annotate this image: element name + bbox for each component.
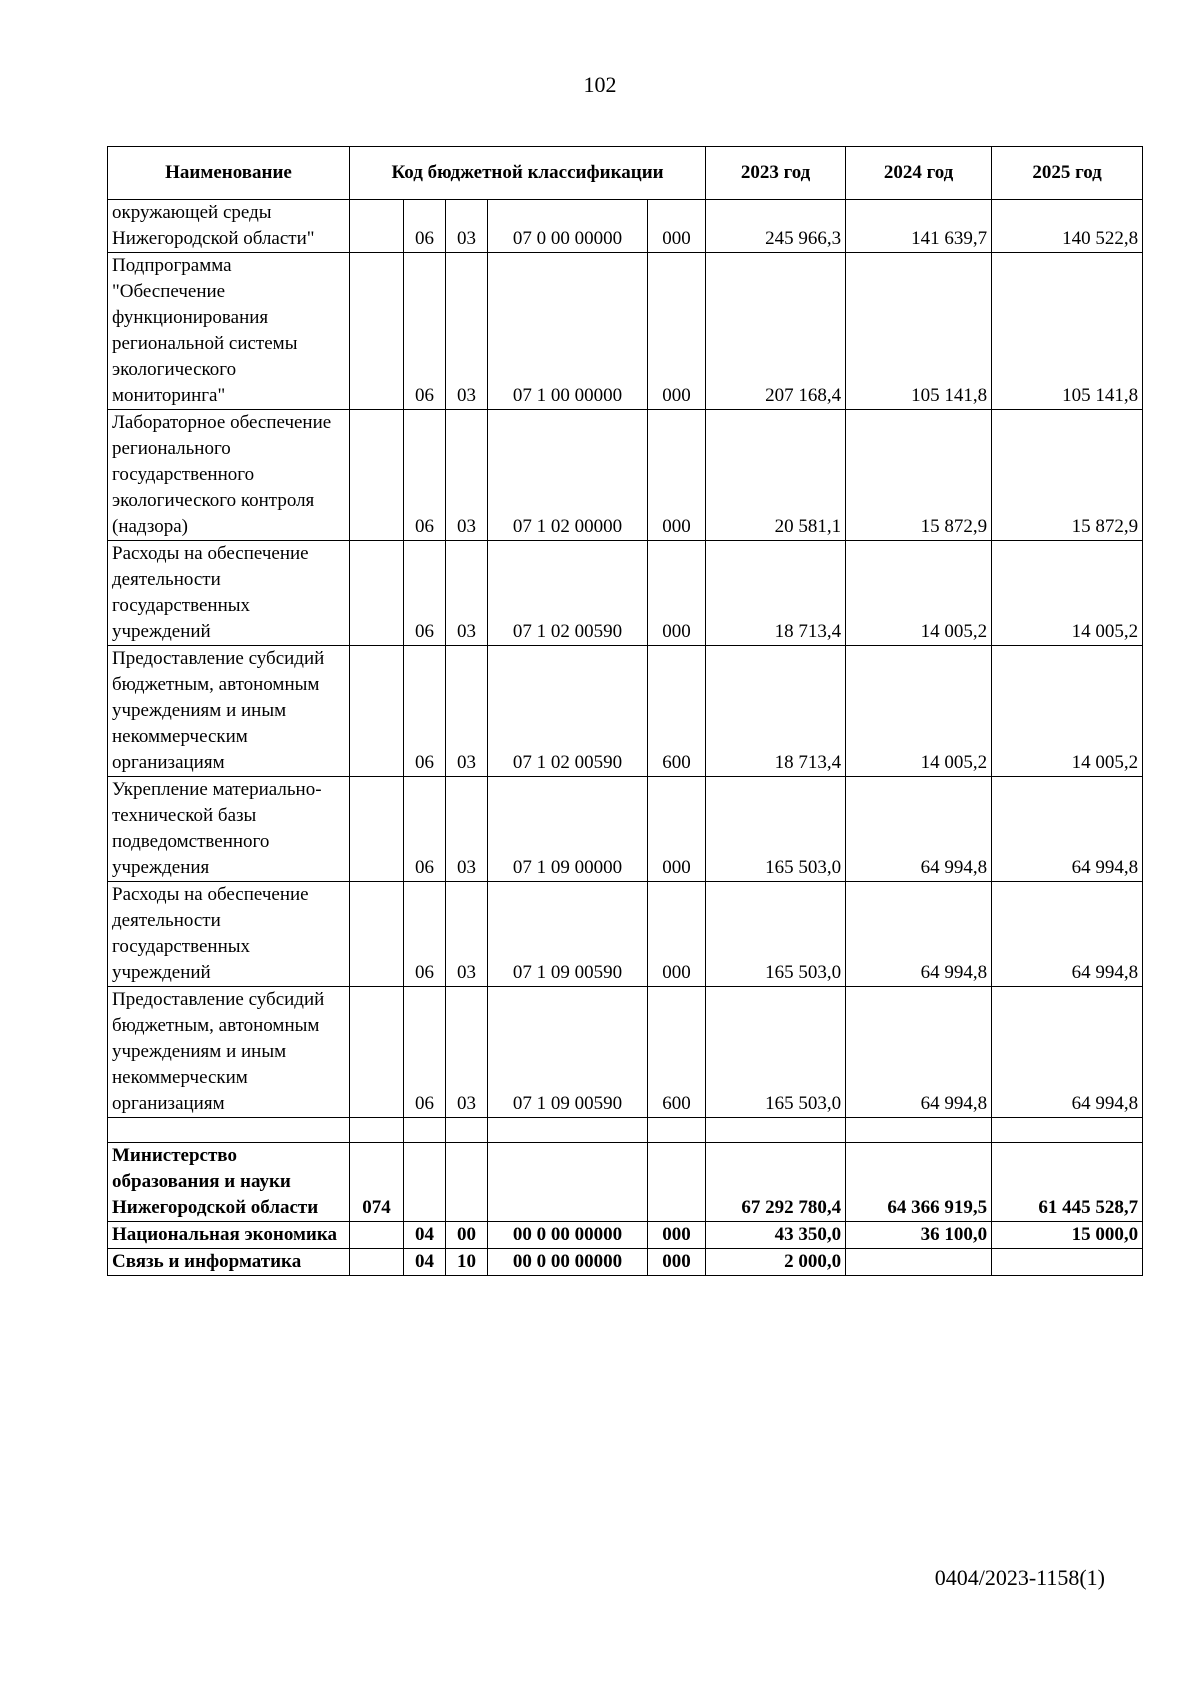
row-vr: 600 xyxy=(648,646,706,777)
row-2025: 105 141,8 xyxy=(992,253,1143,410)
row-2023: 20 581,1 xyxy=(706,410,846,541)
row-2024 xyxy=(846,1249,992,1276)
row-vr: 000 xyxy=(648,541,706,646)
row-ved xyxy=(350,1249,404,1276)
table-row xyxy=(108,253,1143,410)
row-vr: 000 xyxy=(648,1249,706,1276)
row-name: Связь и информатика xyxy=(108,1249,350,1276)
row-2024: 64 994,8 xyxy=(846,882,992,987)
row-ved xyxy=(350,646,404,777)
row-vr: 000 xyxy=(648,200,706,253)
row-ved xyxy=(350,882,404,987)
row-2023: 18 713,4 xyxy=(706,646,846,777)
row-2025: 14 005,2 xyxy=(992,646,1143,777)
page-number: 102 xyxy=(583,72,617,97)
row-2023: 165 503,0 xyxy=(706,882,846,987)
row-name: Министерство образования и науки Нижегородской области xyxy=(108,1143,350,1222)
row-name: Лабораторное обеспечение регионального государственного экологического контроля (надзора) xyxy=(108,410,350,541)
row-pr: 03 xyxy=(446,882,488,987)
table-row xyxy=(108,200,1143,253)
row-2025 xyxy=(992,1249,1143,1276)
row-2025: 64 994,8 xyxy=(992,777,1143,882)
row-2024: 36 100,0 xyxy=(846,1222,992,1249)
row-csr: 07 1 00 00000 xyxy=(488,253,648,410)
row-pr: 00 xyxy=(446,1222,488,1249)
row-pr: 10 xyxy=(446,1249,488,1276)
row-csr: 07 1 02 00590 xyxy=(488,646,648,777)
header-2023: 2023 год xyxy=(706,147,846,200)
table-row xyxy=(108,882,1143,987)
table-row xyxy=(108,410,1143,541)
row-name: Подпрограмма "Обеспечение функционирования региональной системы экологического мониторинга" xyxy=(108,253,350,410)
table-row xyxy=(108,987,1143,1118)
row-pr: 03 xyxy=(446,777,488,882)
row-rz: 06 xyxy=(404,410,446,541)
row-2024: 14 005,2 xyxy=(846,646,992,777)
row-2025: 61 445 528,7 xyxy=(992,1143,1143,1222)
header-2024: 2024 год xyxy=(846,147,992,200)
row-rz: 06 xyxy=(404,253,446,410)
row-csr xyxy=(488,1143,648,1222)
row-ved xyxy=(350,200,404,253)
row-rz: 06 xyxy=(404,541,446,646)
row-vr xyxy=(648,1143,706,1222)
row-2025: 64 994,8 xyxy=(992,987,1143,1118)
row-2025: 64 994,8 xyxy=(992,882,1143,987)
row-name: Предоставление субсидий бюджетным, автономным учреждениям и иным некоммерческим организациям xyxy=(108,646,350,777)
row-csr: 00 0 00 00000 xyxy=(488,1249,648,1276)
table-row xyxy=(108,541,1143,646)
row-ved xyxy=(350,253,404,410)
row-2023: 43 350,0 xyxy=(706,1222,846,1249)
row-2023: 165 503,0 xyxy=(706,777,846,882)
empty-row xyxy=(108,1118,1143,1143)
row-ved xyxy=(350,777,404,882)
row-name: Предоставление субсидий бюджетным, автономным учреждениям и иным некоммерческим организациям xyxy=(108,987,350,1118)
row-rz: 06 xyxy=(404,882,446,987)
budget-table xyxy=(107,146,1143,1276)
row-vr: 000 xyxy=(648,410,706,541)
row-2025: 15 872,9 xyxy=(992,410,1143,541)
row-name: Расходы на обеспечение деятельности государственных учреждений xyxy=(108,882,350,987)
row-pr: 03 xyxy=(446,410,488,541)
header-name: Наименование xyxy=(108,147,350,200)
row-rz: 06 xyxy=(404,646,446,777)
row-vr: 000 xyxy=(648,777,706,882)
row-pr: 03 xyxy=(446,200,488,253)
row-2024: 64 994,8 xyxy=(846,777,992,882)
row-2025: 140 522,8 xyxy=(992,200,1143,253)
row-vr: 000 xyxy=(648,1222,706,1249)
row-ved xyxy=(350,410,404,541)
row-pr: 03 xyxy=(446,541,488,646)
table-row-bold xyxy=(108,1249,1143,1276)
row-2024: 14 005,2 xyxy=(846,541,992,646)
row-csr: 07 1 02 00590 xyxy=(488,541,648,646)
row-2023: 67 292 780,4 xyxy=(706,1143,846,1222)
row-pr xyxy=(446,1143,488,1222)
row-rz: 06 xyxy=(404,777,446,882)
row-csr: 00 0 00 00000 xyxy=(488,1222,648,1249)
row-pr: 03 xyxy=(446,253,488,410)
row-ved xyxy=(350,541,404,646)
row-ved xyxy=(350,987,404,1118)
row-rz: 04 xyxy=(404,1222,446,1249)
row-name: Укрепление материально-технической базы подведомственного учреждения xyxy=(108,777,350,882)
row-rz: 06 xyxy=(404,200,446,253)
table-body xyxy=(108,200,1143,1276)
row-2023: 2 000,0 xyxy=(706,1249,846,1276)
row-csr: 07 1 02 00000 xyxy=(488,410,648,541)
table-row xyxy=(108,777,1143,882)
row-name: Расходы на обеспечение деятельности государственных учреждений xyxy=(108,541,350,646)
row-csr: 07 0 00 00000 xyxy=(488,200,648,253)
table-header-row xyxy=(108,147,1143,200)
table-row-bold xyxy=(108,1143,1143,1222)
row-csr: 07 1 09 00000 xyxy=(488,777,648,882)
document-id: 0404/2023-1158(1) xyxy=(934,1565,1105,1590)
row-2024: 64 366 919,5 xyxy=(846,1143,992,1222)
table-row xyxy=(108,646,1143,777)
row-ved xyxy=(350,1222,404,1249)
row-2023: 165 503,0 xyxy=(706,987,846,1118)
header-2025: 2025 год xyxy=(992,147,1143,200)
row-csr: 07 1 09 00590 xyxy=(488,882,648,987)
row-pr: 03 xyxy=(446,646,488,777)
row-name: окружающей среды Нижегородской области" xyxy=(108,200,350,253)
row-rz: 04 xyxy=(404,1249,446,1276)
row-2023: 207 168,4 xyxy=(706,253,846,410)
table-row-bold xyxy=(108,1222,1143,1249)
header-code: Код бюджетной классификации xyxy=(350,147,706,200)
row-rz: 06 xyxy=(404,987,446,1118)
row-csr: 07 1 09 00590 xyxy=(488,987,648,1118)
row-2025: 15 000,0 xyxy=(992,1222,1143,1249)
row-2024: 141 639,7 xyxy=(846,200,992,253)
row-2024: 64 994,8 xyxy=(846,987,992,1118)
row-2024: 105 141,8 xyxy=(846,253,992,410)
row-name: Национальная экономика xyxy=(108,1222,350,1249)
row-vr: 000 xyxy=(648,882,706,987)
row-ved: 074 xyxy=(350,1143,404,1222)
row-2025: 14 005,2 xyxy=(992,541,1143,646)
row-vr: 000 xyxy=(648,253,706,410)
row-vr: 600 xyxy=(648,987,706,1118)
row-rz xyxy=(404,1143,446,1222)
row-2023: 18 713,4 xyxy=(706,541,846,646)
row-pr: 03 xyxy=(446,987,488,1118)
row-2023: 245 966,3 xyxy=(706,200,846,253)
row-2024: 15 872,9 xyxy=(846,410,992,541)
